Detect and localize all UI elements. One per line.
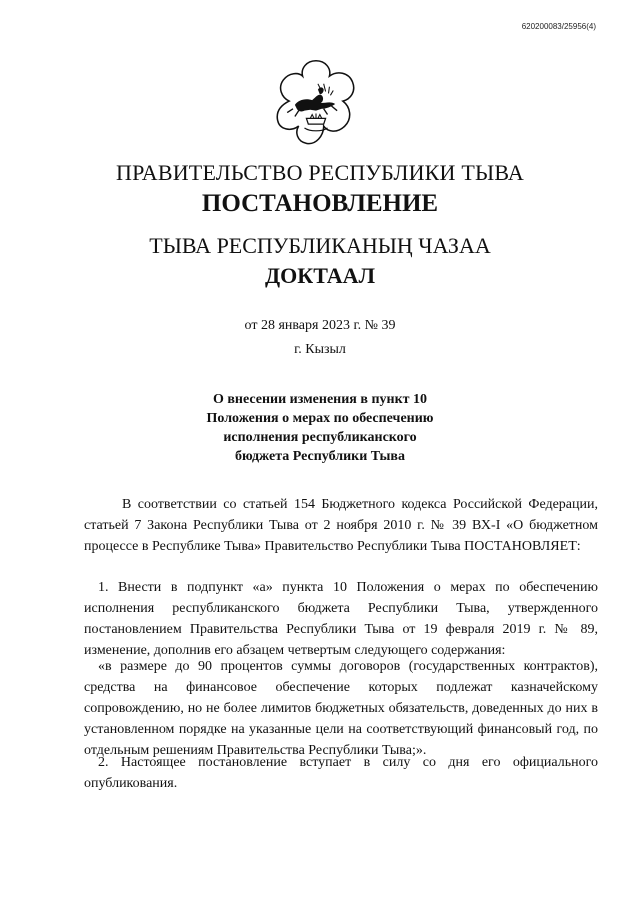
decree-title-ru: ПОСТАНОВЛЕНИЕ: [201, 190, 439, 217]
decree-title-tyv: ДОКТААЛ: [265, 263, 375, 288]
government-title-ru: ПРАВИТЕЛЬСТВО РЕСПУБЛИКИ ТЫВА: [116, 160, 524, 185]
decree-subject: [0, 390, 640, 466]
government-title-tyv: ТЫВА РЕСПУБЛИКАНЫҢ ЧАЗАА: [149, 233, 491, 258]
subject-line: исполнения республиканского: [223, 430, 417, 445]
subject-line: бюджета Республики Тыва: [235, 449, 405, 464]
item-1-paragraph: 1. Внести в подпункт «а» пункта 10 Положения о мерах по обеспечению исполнения республиканского бюджета Республики Тыва, утвержденного постановлением Правительства Республики Тыва от 19 февраля 2019 г. № 89, изменение, дополнив его абзацем четвертым следующего содержания:: [84, 580, 598, 658]
item-2-paragraph: 2. Настоящее постановление вступает в силу со дня его официального опубликования.: [84, 755, 598, 791]
document-id: 620200083/25956(4): [521, 22, 596, 31]
subject-line: Положения о мерах по обеспечению: [206, 411, 434, 426]
subject-line: О внесении изменения в пункт 10: [212, 392, 428, 407]
preamble-paragraph: В соответствии со статьей 154 Бюджетного кодекса Российской Федерации, статьей 7 Закона Республики Тыва от 2 ноября 2010 г. № 39 ВХ-I «О бюджетном процессе в Республике Тыва» Правительство Республики Тыва ПОСТАНОВЛЯЕТ:: [84, 497, 598, 554]
city: г. Кызыл: [294, 342, 346, 357]
quoted-addition-paragraph: «в размере до 90 процентов суммы договоров (государственных контрактов), средства на финансовое обеспечение которых подлежат казначейскому сопровождению, но не более лимитов бюджетных обязательств, доведенных до них в установленном порядке на указанные цели на соответствующий финансовый год, по отдельным решениям Правительства Республики Тыва;».: [84, 659, 598, 758]
date-number: от 28 января 2023 г. № 39: [244, 318, 396, 333]
tuva-coat-of-arms-icon: [268, 55, 364, 151]
